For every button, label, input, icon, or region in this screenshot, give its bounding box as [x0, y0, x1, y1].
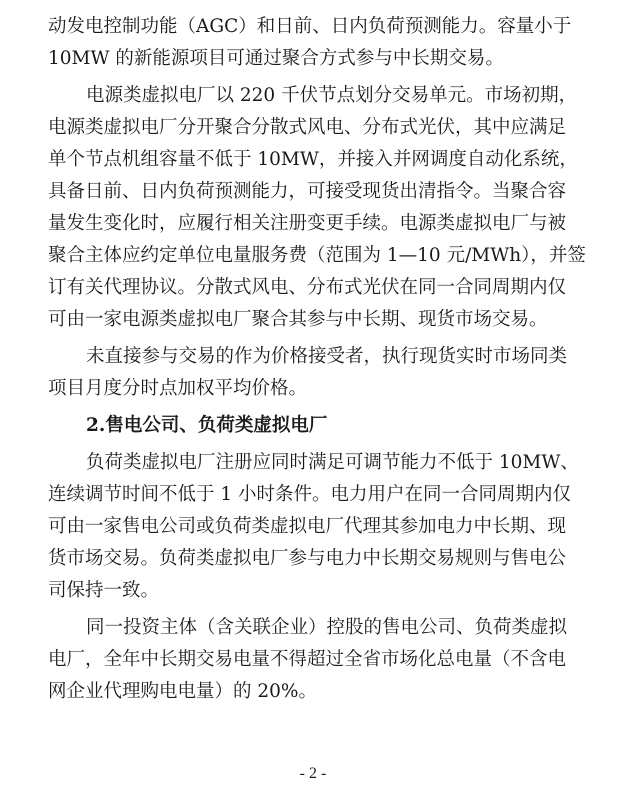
- text-line: 电源类虚拟电厂以 220 千伏节点划分交易单元。市场初期，: [86, 85, 578, 106]
- text-line: 项目月度分时点加权平均价格。: [48, 378, 308, 399]
- text-line: 聚合主体应约定单位电量服务费（范围为 1—10 元/MWh），并签: [48, 245, 586, 266]
- text-line: 电源类虚拟电厂分开聚合分散式风电、分布式光伏，其中应满足: [48, 117, 567, 138]
- text-line: 未直接参与交易的作为价格接受者，执行现货实时市场同类: [86, 346, 568, 367]
- text-line: 订有关代理协议。分散式风电、分布式光伏在同一合同周期内仅: [48, 277, 567, 298]
- text-line: 司保持一致。: [48, 580, 160, 601]
- text-line: 具备日前、日内负荷预测能力，可接受现货出清指令。当聚合容: [48, 181, 567, 202]
- text-line: 同一投资主体（含关联企业）控股的售电公司、负荷类虚拟: [86, 617, 568, 638]
- text-line: 可由一家售电公司或负荷类虚拟电厂代理其参加电力中长期、现: [48, 516, 567, 537]
- text-line: 网企业代理购电电量）的 20%。: [48, 681, 318, 702]
- text-line: 单个节点机组容量不低于 10MW，并接入并网调度自动化系统，: [48, 149, 578, 170]
- text-line: 可由一家电源类虚拟电厂聚合其参与中长期、现货市场交易。: [48, 309, 548, 330]
- text-line: 货市场交易。负荷类虚拟电厂参与电力中长期交易规则与售电公: [48, 548, 567, 569]
- text-line: 量发生变化时，应履行相关注册变更手续。电源类虚拟电厂与被: [48, 213, 567, 234]
- text-line: 连续调节时间不低于 1 小时条件。电力用户在同一合同周期内仅: [48, 484, 572, 505]
- text-line: 负荷类虚拟电厂注册应同时满足可调节能力不低于 10MW、: [86, 452, 579, 473]
- section-heading: 2.售电公司、负荷类虚拟电厂: [86, 415, 328, 436]
- text-line: 动发电控制功能（AGC）和日前、日内负荷预测能力。容量小于: [48, 16, 572, 37]
- text-line: 10MW 的新能源项目可通过聚合方式参与中长期交易。: [48, 48, 504, 69]
- page-number: - 2 -: [299, 765, 327, 782]
- text-line: 电厂，全年中长期交易电量不得超过全省市场化总电量（不含电: [48, 649, 567, 670]
